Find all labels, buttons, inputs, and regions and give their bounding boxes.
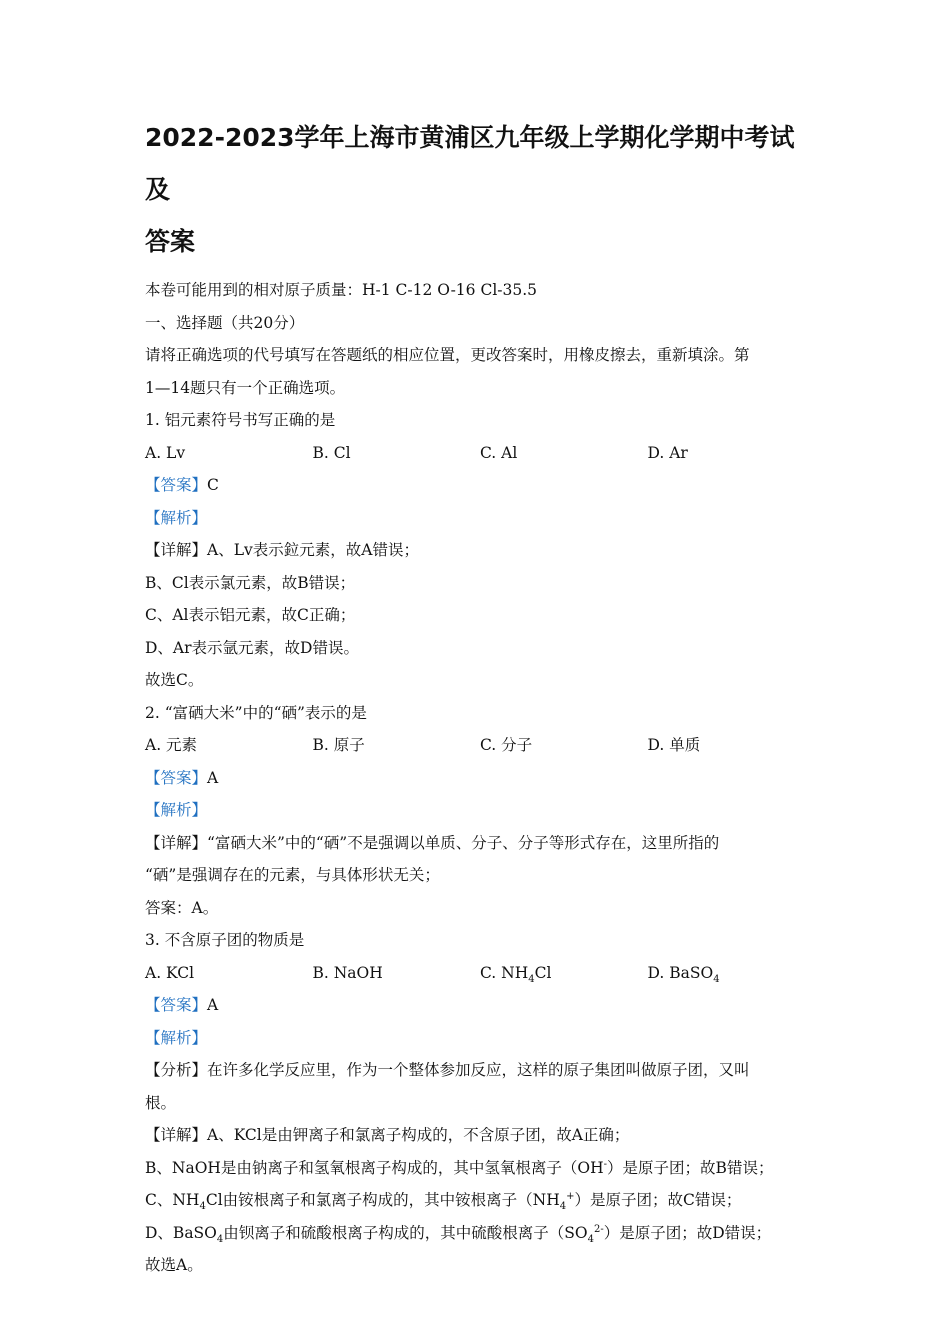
detail-tag: 【详解】 (145, 833, 208, 852)
question-3-detail-d (145, 1217, 815, 1250)
detail-c-subscript-2: 4 (559, 1201, 567, 1213)
question-3-options (145, 957, 815, 990)
analysis-tag: 【解析】 (145, 508, 208, 527)
detail-tag: 【详解】 (145, 541, 208, 559)
answer-tag: 【答案】 (145, 476, 208, 494)
question-1-options (145, 437, 815, 470)
question-3-answer-value: A (207, 996, 219, 1014)
detail-c-text-mid: Cl由铵根离子和氯离子构成的，其中铵根离子（NH (205, 1191, 560, 1209)
detail-d-superscript: 2- (593, 1223, 604, 1235)
instruction-line-2: 1—14题只有一个正确选项。 (145, 378, 346, 397)
question-2-option-a: A. 元素 (145, 736, 198, 754)
question-2-answer-value: A (207, 768, 219, 787)
detail-d-subscript: 4 (216, 1233, 224, 1245)
question-1-option-c: C. Al (480, 443, 518, 462)
question-2-answer (145, 762, 815, 795)
question-3-explain-1 (145, 1054, 815, 1087)
detail-b-superscript: - (603, 1158, 608, 1170)
detail-c-text-end: ）是原子团；故C错误； (574, 1191, 742, 1209)
question-3-explain-2: 根。 (145, 1093, 177, 1112)
question-3-option-b: B. NaOH (312, 963, 383, 982)
document-title (145, 112, 815, 268)
option-c-subscript: 4 (528, 973, 535, 985)
detail-d-subscript-2: 4 (587, 1233, 594, 1245)
question-1-detail-d: D、Ar表示氩元素，故D错误。 (145, 638, 359, 657)
section-heading: 一、选择题（共20分） (145, 313, 305, 332)
question-1-option-b: B. Cl (312, 443, 351, 462)
answer-tag: 【答案】 (145, 996, 208, 1014)
explain-tag: 【分析】 (145, 1061, 208, 1079)
question-3-explain-text-1: 在许多化学反应里，作为一个整体参加反应，这样的原子集团叫做原子团，又叫 (207, 1061, 750, 1079)
question-3-option-a: A. KCl (145, 963, 195, 982)
question-2-option-c: C. 分子 (480, 736, 533, 754)
detail-c-subscript: 4 (199, 1201, 206, 1213)
question-1-detail-c: C、Al表示铝元素，故C正确； (145, 606, 356, 624)
question-1-detail-b: B、Cl表示氯元素，故B错误； (145, 573, 356, 592)
detail-c-superscript: + (566, 1190, 575, 1202)
question-3-detail-b (145, 1152, 815, 1185)
question-3-option-d (648, 957, 816, 990)
question-2-option-d: D. 单质 (647, 736, 701, 754)
question-1-detail-a: A、Lv表示鉝元素，故A错误； (207, 541, 419, 559)
question-3-detail-a-text: A、KCl是由钾离子和氯离子构成的，不含原子团，故A正确； (207, 1126, 630, 1144)
question-1-detail (145, 534, 815, 567)
question-1-answer (145, 469, 815, 502)
question-3-option-c (480, 957, 648, 990)
question-2-conclusion: 答案：A。 (145, 898, 219, 917)
question-1-option-a: A. Lv (145, 443, 186, 462)
title-line-2: 答案 (145, 227, 196, 256)
analysis-tag: 【解析】 (145, 801, 208, 819)
detail-d-text-end: ）是原子团；故D错误； (603, 1223, 772, 1242)
title-line-1: 2022-2023学年上海市黄浦区九年级上学期化学期中考试及 (145, 123, 795, 204)
detail-d-text-mid: 由钡离子和硫酸根离子构成的，其中硫酸根离子（SO (223, 1223, 588, 1242)
instruction-line-1: 请将正确选项的代号填写在答题纸的相应位置，更改答案时，用橡皮擦去，重新填涂。第 (145, 346, 750, 364)
answer-tag: 【答案】 (145, 768, 208, 787)
question-1-answer-value: C (207, 476, 219, 494)
detail-c-text: C、NH (145, 1191, 200, 1209)
question-2-analysis-tag (145, 794, 815, 827)
option-d-text: D. BaSO (647, 963, 714, 982)
question-2-detail-2: “硒”是强调存在的元素，与具体形状无关； (145, 866, 440, 884)
atomic-mass-note: 本卷可能用到的相对原子质量：H-1 C-12 O-16 Cl-35.5 (145, 281, 538, 299)
question-1-stem: 1. 铝元素符号书写正确的是 (145, 411, 336, 429)
question-1-conclusion: 故选C。 (145, 671, 204, 689)
question-3-conclusion: 故选A。 (145, 1256, 203, 1274)
question-1-option-d: D. Ar (647, 443, 688, 462)
option-d-subscript: 4 (713, 973, 720, 985)
document-page (145, 112, 815, 1282)
question-2-detail-text-1: “富硒大米”中的“硒”不是强调以单质、分子、分子等形式存在，这里所指的 (207, 833, 720, 852)
detail-d-text: D、BaSO (145, 1223, 217, 1242)
question-3-stem: 3. 不含原子团的物质是 (145, 931, 305, 949)
question-3-detail-c (145, 1184, 815, 1217)
question-3-answer (145, 989, 815, 1022)
question-2-options (145, 729, 815, 762)
question-1-analysis-tag (145, 502, 815, 535)
question-3-analysis-tag (145, 1022, 815, 1055)
detail-b-text-end: ）是原子团；故B错误； (607, 1158, 774, 1177)
detail-b-text: B、NaOH是由钠离子和氢氧根离子构成的，其中氢氧根离子（OH (145, 1158, 604, 1177)
analysis-tag: 【解析】 (145, 1028, 208, 1047)
option-c-text-end: Cl (534, 963, 552, 982)
question-3-detail-a (145, 1119, 815, 1152)
detail-tag: 【详解】 (145, 1126, 208, 1144)
question-2-option-b: B. 原子 (312, 736, 365, 754)
option-c-text: C. NH (480, 963, 529, 982)
question-2-stem: 2. “富硒大米”中的“硒”表示的是 (145, 703, 367, 722)
question-2-detail-1 (145, 827, 815, 860)
